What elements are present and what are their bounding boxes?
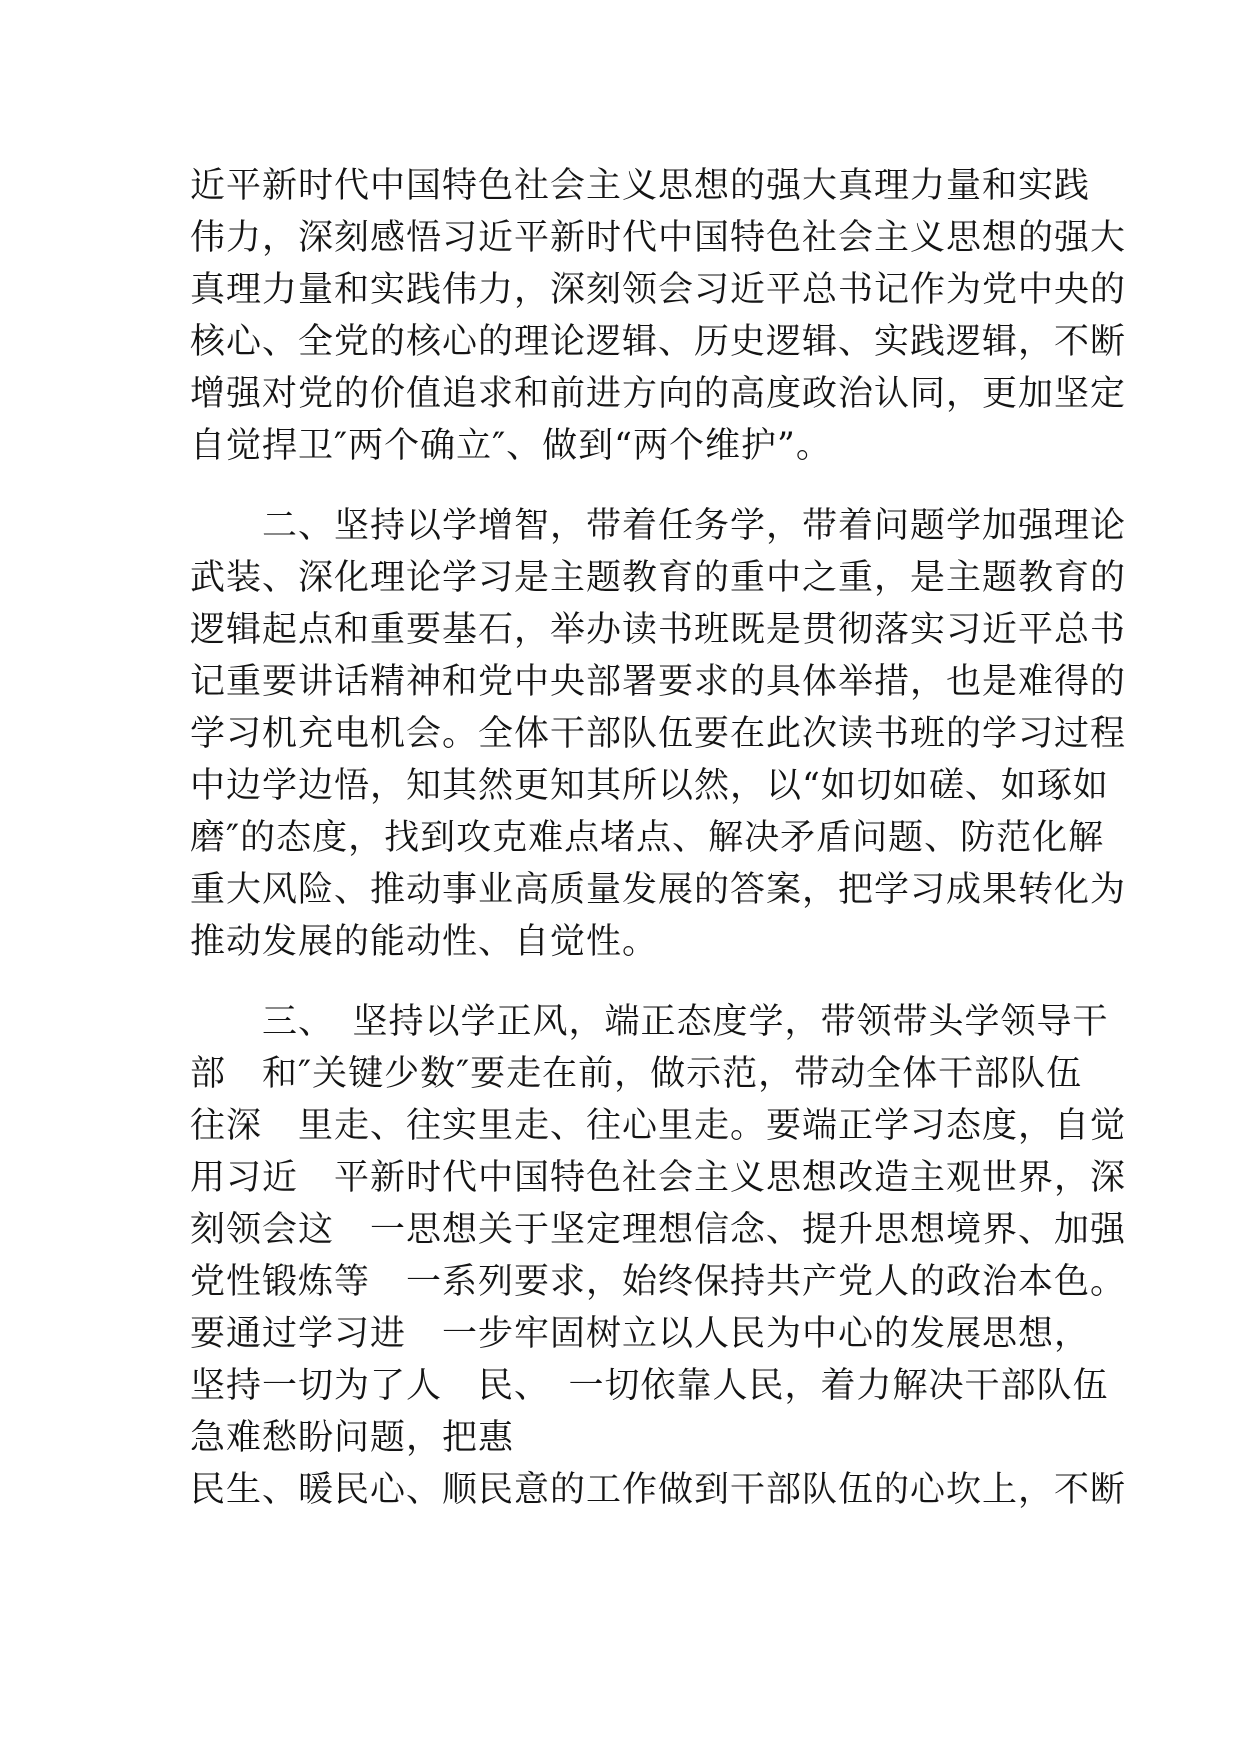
text-line: 磨″的态度，找到攻克难点堵点、解决矛盾问题、防范化解 (190, 818, 1105, 858)
text-line: 党性锻炼等 一系列要求，始终保持共产党人的政治本色。 (190, 1262, 1127, 1302)
text-line: 近平新时代中国特色社会主义思想的强大真理力量和实践 (190, 166, 1091, 206)
paragraph-3 (190, 996, 1127, 1516)
paragraph-gap (190, 968, 1070, 996)
text-line: 民生、暖民心、顺民意的工作做到干部队伍的心坎上，不断 (190, 1470, 1127, 1510)
document-body (190, 160, 1127, 1516)
text-line: 记重要讲话精神和党中央部署要求的具体举措，也是难得的 (190, 662, 1127, 702)
text-line: 急难愁盼问题，把惠 (190, 1418, 515, 1458)
text-line: 重大风险、推动事业高质量发展的答案，把学习成果转化为 (190, 870, 1127, 910)
text-line: 核心、全党的核心的理论逻辑、历史逻辑、实践逻辑，不断 (190, 322, 1127, 362)
text-line: 逻辑起点和重要基石，举办读书班既是贯彻落实习近平总书 (190, 610, 1127, 650)
text-line: 坚持一切为了人 民、 一切依靠人民，着力解决干部队伍 (190, 1366, 1109, 1406)
section-heading-line: 二、坚持以学增智，带着任务学，带着问题学加强理论 (190, 506, 1127, 546)
section-heading-line: 三、 坚持以学正风，端正态度学，带领带头学领导干 (190, 1002, 1109, 1042)
text-line: 要通过学习进 一步牢固树立以人民为中心的发展思想， (190, 1314, 1091, 1354)
text-line: 增强对党的价值追求和前进方向的高度政治认同，更加坚定 (190, 374, 1127, 414)
text-line: 推动发展的能动性、自觉性。 (190, 922, 659, 962)
paragraph-2 (190, 500, 1127, 968)
text-line: 真理力量和实践伟力，深刻领会习近平总书记作为党中央的 (190, 270, 1127, 310)
paragraph-1 (190, 160, 1127, 472)
text-line: 刻领会这 一思想关于坚定理想信念、提升思想境界、加强 (190, 1210, 1127, 1250)
text-line: 用习近 平新时代中国特色社会主义思想改造主观世界，深 (190, 1158, 1127, 1198)
text-line: 学习机充电机会。全体干部队伍要在此次读书班的学习过程 (190, 714, 1127, 754)
text-line: 伟力，深刻感悟习近平新时代中国特色社会主义思想的强大 (190, 218, 1127, 258)
text-line: 部 和″关键少数″要走在前，做示范，带动全体干部队伍 (190, 1054, 1083, 1094)
text-line: 中边学边悟，知其然更知其所以然，以“如切如磋、如琢如 (190, 766, 1109, 806)
text-line: 武装、深化理论学习是主题教育的重中之重，是主题教育的 (190, 558, 1127, 598)
paragraph-gap (190, 472, 1070, 500)
text-line: 往深 里走、往实里走、往心里走。要端正学习态度，自觉 (190, 1106, 1127, 1146)
text-line: 自觉捍卫″两个确立″、做到“两个维护”。 (190, 426, 832, 466)
